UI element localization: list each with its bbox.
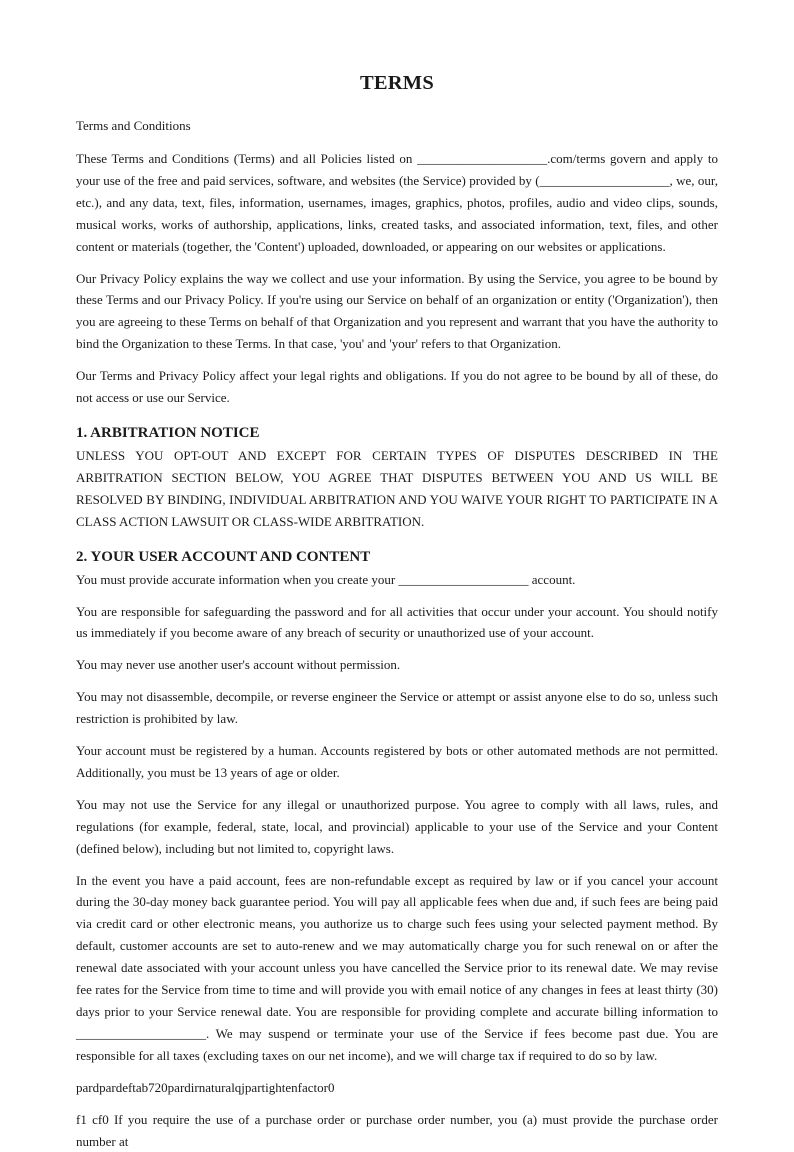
section-paragraph: You may not use the Service for any illegal or unauthorized purpose. You agree to comply with all laws, rules, and regulations (for example, federal, state, local, and provincial) applicable to your use of the Service and your Content (defined below), including but not limited to, copyright laws. bbox=[76, 796, 718, 856]
document-subtitle: Terms and Conditions bbox=[76, 118, 191, 133]
intro-paragraph: Our Terms and Privacy Policy affect your legal rights and obligations. If you do not agree to be bound by all of these, do not access or use our Service. bbox=[76, 368, 718, 406]
section-paragraph: You must provide accurate information when you create your ____________________ account. bbox=[76, 571, 576, 587]
document-title: TERMS bbox=[360, 72, 434, 94]
section-heading-arbitration: 1. ARBITRATION NOTICE bbox=[76, 424, 260, 441]
document-page bbox=[76, 0, 718, 1149]
intro-paragraph: These Terms and Conditions (Terms) and all Policies listed on ____________________.com/terms govern and apply to your use of the free and paid services, software, and websites (the Service) provided by (____________________, we, our, etc.), and any data, text, files, information, usernames, images, graphics, photos, profiles, audio and video clips, sounds, musical works, works of authorship, applications, links, created tasks, and associated information, text, files, and other content or materials (together, the 'Content') uploaded, downloaded, or appearing on our websites or applications. bbox=[76, 151, 718, 254]
section-paragraph: You may not disassemble, decompile, or reverse engineer the Service or attempt or assist anyone else to do so, unless such restriction is prohibited by law. bbox=[76, 689, 718, 727]
section-paragraph: You may never use another user's account without permission. bbox=[76, 657, 401, 673]
section-paragraph: You are responsible for safeguarding the password and for all activities that occur under your account. You should notify us immediately if you become aware of any breach of security or unauthorized use of your account. bbox=[76, 603, 718, 641]
section-paragraph: f1 cf0 If you require the use of a purchase order or purchase order number, you (a) must provide the purchase order number at bbox=[76, 1111, 718, 1149]
section-paragraph: Your account must be registered by a human. Accounts registered by bots or other automated methods are not permitted. Additionally, you must be 13 years of age or older. bbox=[76, 743, 718, 780]
section-paragraph: In the event you have a paid account, fees are non-refundable except as required by law or if you cancel your account during the 30-day money back guarantee period. You will pay all applicable fees when due and, if such fees are being paid via credit card or other electronic means, you authorize us to charge such fees using your selected payment method. By default, customer accounts are set to auto-renew and we may automatically charge you for such renewal on or after the renewal date associated with your account unless you have cancelled the Service prior to its renewal date. We may revise fee rates for the Service from time to time and will provide you with email notice of any changes in fees at least thirty (30) days prior to your Service renewal date. You are responsible for providing complete and accurate billing information to ____________________. We may suspend or terminate your use of the Service if fees become past due. You are responsible for all taxes (excluding taxes on our net income), and we will charge tax if required to do so by law. bbox=[76, 872, 718, 1063]
section-heading-user-account: 2. YOUR USER ACCOUNT AND CONTENT bbox=[76, 548, 371, 565]
arbitration-notice-text: UNLESS YOU OPT-OUT AND EXCEPT FOR CERTAIN TYPES OF DISPUTES DESCRIBED IN THE ARBITRATION SECTION BELOW, YOU AGREE THAT DISPUTES BETWEEN YOU AND US WILL BE RESOLVED BY BINDING, INDIVIDUAL ARBITRATION AND YOU WAIVE YOUR RIGHT TO PARTICIPATE IN A CLASS ACTION LAWSUIT OR CLASS-WIDE ARBITRATION. bbox=[76, 447, 718, 529]
intro-paragraph: Our Privacy Policy explains the way we collect and use your information. By using the Service, you agree to be bound by these Terms and our Privacy Policy. If you're using our Service on behalf of an organization or entity ('Organization'), then you are agreeing to these Terms on behalf of that Organization and you represent and warrant that you have the authority to bind the Organization to these Terms. In that case, 'you' and 'your' refers to that Organization. bbox=[76, 270, 718, 352]
section-paragraph: pardpardeftab720pardirnaturalqjpartightenfactor0 bbox=[76, 1079, 335, 1095]
